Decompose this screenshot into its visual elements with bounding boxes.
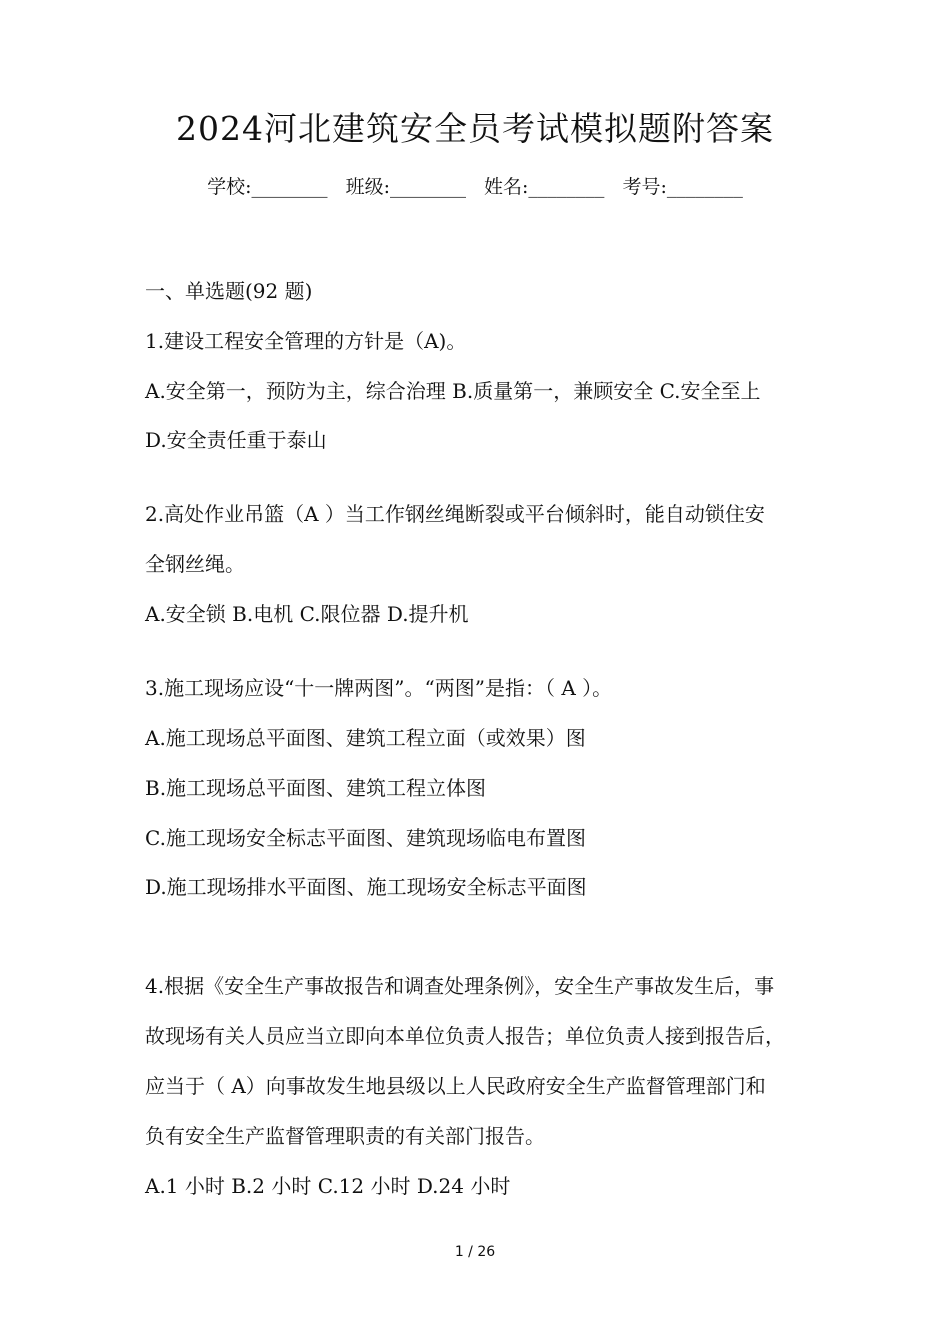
q3-option-a: A.施工现场总平面图、建筑工程立面（或效果）图 [145, 726, 586, 750]
q2-stem-cont: 全钢丝绳。 [145, 552, 245, 576]
school-field: 学校:________ [207, 176, 328, 198]
q1-options: A.安全第一，预防为主，综合治理 B.质量第一，兼顾安全 C.安全至上 [145, 379, 761, 403]
section-heading: 一、单选题(92 题) [145, 279, 313, 303]
q3-option-b: B.施工现场总平面图、建筑工程立体图 [145, 776, 487, 800]
q1-options-cont: D.安全责任重于泰山 [145, 428, 327, 452]
page-title: 2024河北建筑安全员考试模拟题附答案 [176, 109, 774, 148]
q4-stem-cont-2: 应当于（ A）向事故发生地县级以上人民政府安全生产监督管理部门和 [145, 1074, 766, 1098]
name-field: 姓名:________ [484, 176, 605, 198]
page-number: 1 / 26 [454, 1244, 496, 1260]
q2-stem: 2.高处作业吊篮（A ）当工作钢丝绳断裂或平台倾斜时，能自动锁住安 [145, 502, 765, 526]
q1-stem: 1.建设工程安全管理的方针是（A)。 [145, 329, 467, 353]
q3-stem: 3.施工现场应设“十一牌两图”。“两图”是指：（ A ）。 [145, 676, 613, 700]
q4-options: A.1 小时 B.2 小时 C.12 小时 D.24 小时 [145, 1174, 511, 1198]
student-info-row [0, 172, 950, 199]
q2-options: A.安全锁 B.电机 C.限位器 D.提升机 [145, 602, 469, 626]
q3-option-c: C.施工现场安全标志平面图、建筑现场临电布置图 [145, 826, 586, 850]
q4-stem-cont-3: 负有安全生产监督管理职责的有关部门报告。 [145, 1124, 545, 1148]
q3-option-d: D.施工现场排水平面图、施工现场安全标志平面图 [145, 875, 587, 899]
class-field: 班级:________ [345, 176, 466, 198]
exam-number-field: 考号:________ [622, 176, 743, 198]
q4-stem-cont-1: 故现场有关人员应当立即向本单位负责人报告；单位负责人接到报告后， [145, 1024, 785, 1048]
q4-stem: 4.根据《安全生产事故报告和调查处理条例》，安全生产事故发生后，事 [145, 974, 775, 998]
